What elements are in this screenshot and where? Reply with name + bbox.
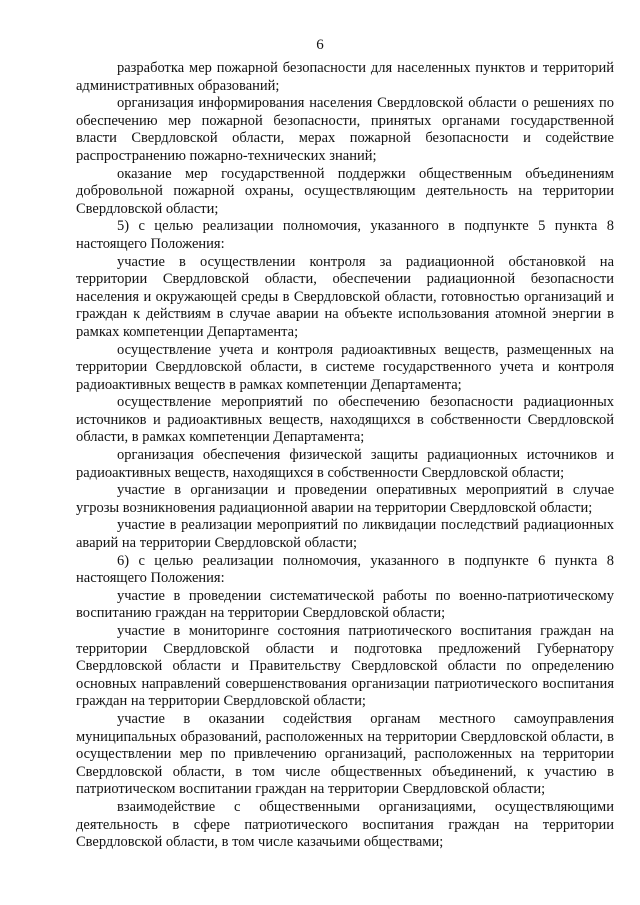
paragraph: участие в проведении систематической работы по военно-патриотическому воспитанию граждан на территории Свердловской области; <box>76 587 614 622</box>
paragraph: участие в реализации мероприятий по ликвидации последствий радиационных аварий на территории Свердловской области; <box>76 517 614 552</box>
paragraph: участие в организации и проведении оперативных мероприятий в случае угрозы возникновения радиационной аварии на территории Свердловской области; <box>76 482 614 516</box>
paragraph: участие в осуществлении контроля за радиационной обстановкой на территории Свердловской области, обеспечении радиационной безопасности населения и окружающей среды в Свердловской области, готовностью организаций и граждан к действиям в случае аварии на объекте использования атомной энергии в рамках компетенции Департамента; <box>76 253 614 340</box>
paragraph: осуществление учета и контроля радиоактивных веществ, размещенных на территории Свердловской области, в системе государственного учета и контроля радиоактивных веществ в рамках компетенции Департамента; <box>76 341 614 393</box>
paragraph: организация обеспечения физической защиты радиационных источников и радиоактивных веществ, находящихся в собственности Свердловской области; <box>76 447 614 481</box>
paragraph: осуществление мероприятий по обеспечению безопасности радиационных источников и радиоактивных веществ, находящихся в собственности Свердловской области, в рамках компетенции Департамента; <box>76 394 614 446</box>
paragraph: организация информирования населения Свердловской области о решениях по обеспечению мер пожарной безопасности, принятых органами государственной власти Свердловской области, мерах пожарной безопасности и содействие распространению пожарно-технических знаний; <box>76 95 614 164</box>
paragraph: разработка мер пожарной безопасности для населенных пунктов и территорий административных образований; <box>76 60 614 94</box>
paragraph: участие в оказании содействия органам местного самоуправления муниципальных образований, расположенных на территории Свердловской области, в осуществлении мер по привлечению организаций, расположенных на территории Свердловской области, в том числе общественных объединений, к участию в патриотическом воспитании граждан на территории Свердловской области; <box>76 710 614 798</box>
paragraph: оказание мер государственной поддержки общественным объединениям добровольной пожарной охраны, осуществляющим деятельность на территории Свердловской области; <box>76 165 614 217</box>
page-number: 6 <box>316 37 324 53</box>
paragraph: взаимодействие с общественными организациями, осуществляющими деятельность в сфере патриотического воспитания граждан на территории Свердловской области, в том числе казачьими обществами; <box>76 798 614 851</box>
paragraph: 5) с целью реализации полномочия, указанного в подпункте 5 пункта 8 настоящего Положения: <box>76 218 614 252</box>
paragraph: участие в мониторинге состояния патриотического воспитания граждан на территории Свердловской области и подготовка предложений Губернатору Свердловской области и Правительству Свердловской области по определению основных направлений совершенствования организации патриотического воспитания граждан на территории Свердловской области; <box>76 623 614 710</box>
document-body <box>76 60 614 852</box>
paragraph: 6) с целью реализации полномочия, указанного в подпункте 6 пункта 8 настоящего Положения: <box>76 552 614 587</box>
